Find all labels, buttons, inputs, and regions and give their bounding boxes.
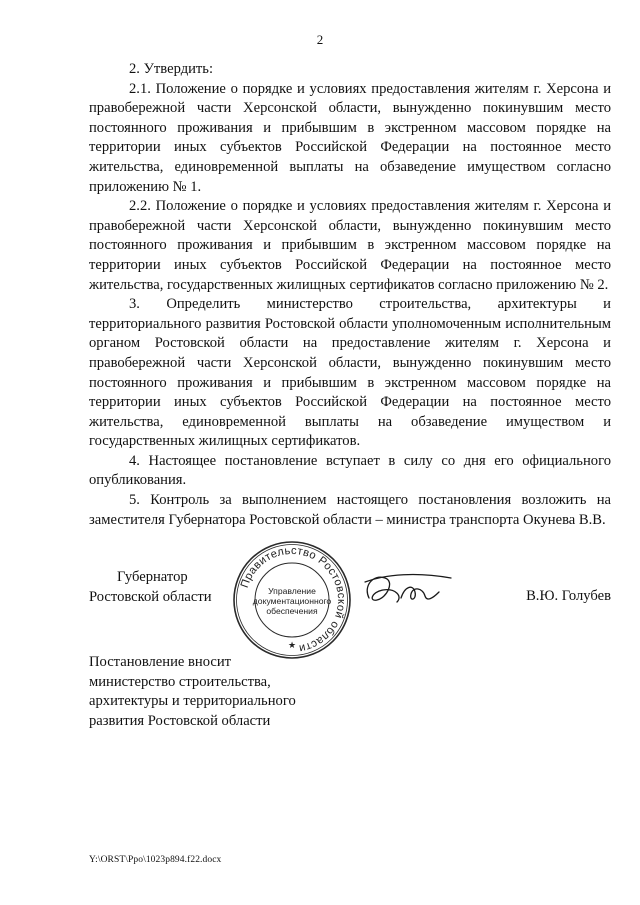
seal-ring-text: Правительство Ростовской области — [238, 544, 348, 655]
official-seal — [230, 538, 354, 669]
signatory-name: В.Ю. Голубев — [526, 588, 611, 604]
file-path-footer: Y:\ORST\Ppo\1023p894.f22.docx — [89, 855, 222, 865]
paragraph-2-2: 2.2. Положение о порядке и условиях предоставления жителям г. Херсона и правобережной части Херсонской области, вынужденно покинувшим место постоянного проживания и прибывшим в экстренном массовом порядке на территории иных субъектов Российской Федерации на постоянное место жительства, государственных жилищных сертификатов согласно приложению № 2. — [89, 198, 611, 293]
document-body — [89, 60, 611, 530]
seal-graphic — [230, 538, 354, 662]
seal-center-line2: документационного — [252, 596, 332, 606]
paragraph-4: 4. Настоящее постановление вступает в силу со дня его официального опубликования. — [89, 452, 611, 489]
signature-graphic — [357, 568, 457, 610]
seal-center-line3: обеспечения — [266, 606, 318, 616]
submitted-by-line2: министерство строительства, — [89, 673, 271, 690]
handwritten-signature — [357, 568, 457, 617]
signatory-title-line2: Ростовской области — [89, 588, 212, 605]
page-number: 2 — [316, 32, 324, 47]
submitted-by-line1: Постановление вносит — [89, 654, 232, 670]
paragraph-5: 5. Контроль за выполнением настоящего постановления возложить на заместителя Губернатора Ростовской области – министра транспорта Окунева В.В. — [89, 492, 611, 528]
paragraph-approve: 2. Утвердить: — [129, 61, 214, 77]
seal-star-icon: ★ — [287, 640, 297, 650]
submitted-by-line3: архитектуры и территориального — [89, 693, 296, 710]
seal-center-line1: Управление — [268, 586, 316, 596]
signatory-title-line1: Губернатор — [117, 569, 188, 585]
paragraph-3: 3. Определить министерство строительства, архитектуры и территориального развития Ростовской области уполномоченным исполнительным органом Ростовской области на предоставление жителям г. Херсона и правобережной части Херсонской области, вынужденно покинувшим место постоянного проживания и прибывшим в экстренном массовом порядке на территории иных субъектов Российской Федерации на постоянное место жительства, единовременной выплаты на обзаведение имуществом и государственных жилищных сертификатов. — [89, 296, 611, 450]
paragraph-2-1: 2.1. Положение о порядке и условиях предоставления жителям г. Херсона и правобережной части Херсонской области, вынужденно покинувшим место постоянного проживания и прибывшим в экстренном массовом порядке на территории иных субъектов Российской Федерации на постоянное место жительства, единовременной выплаты на обзаведение имуществом согласно приложению № 1. — [89, 80, 611, 195]
submitted-by-line4: развития Ростовской области — [89, 712, 271, 729]
submitted-by-block — [89, 653, 349, 731]
